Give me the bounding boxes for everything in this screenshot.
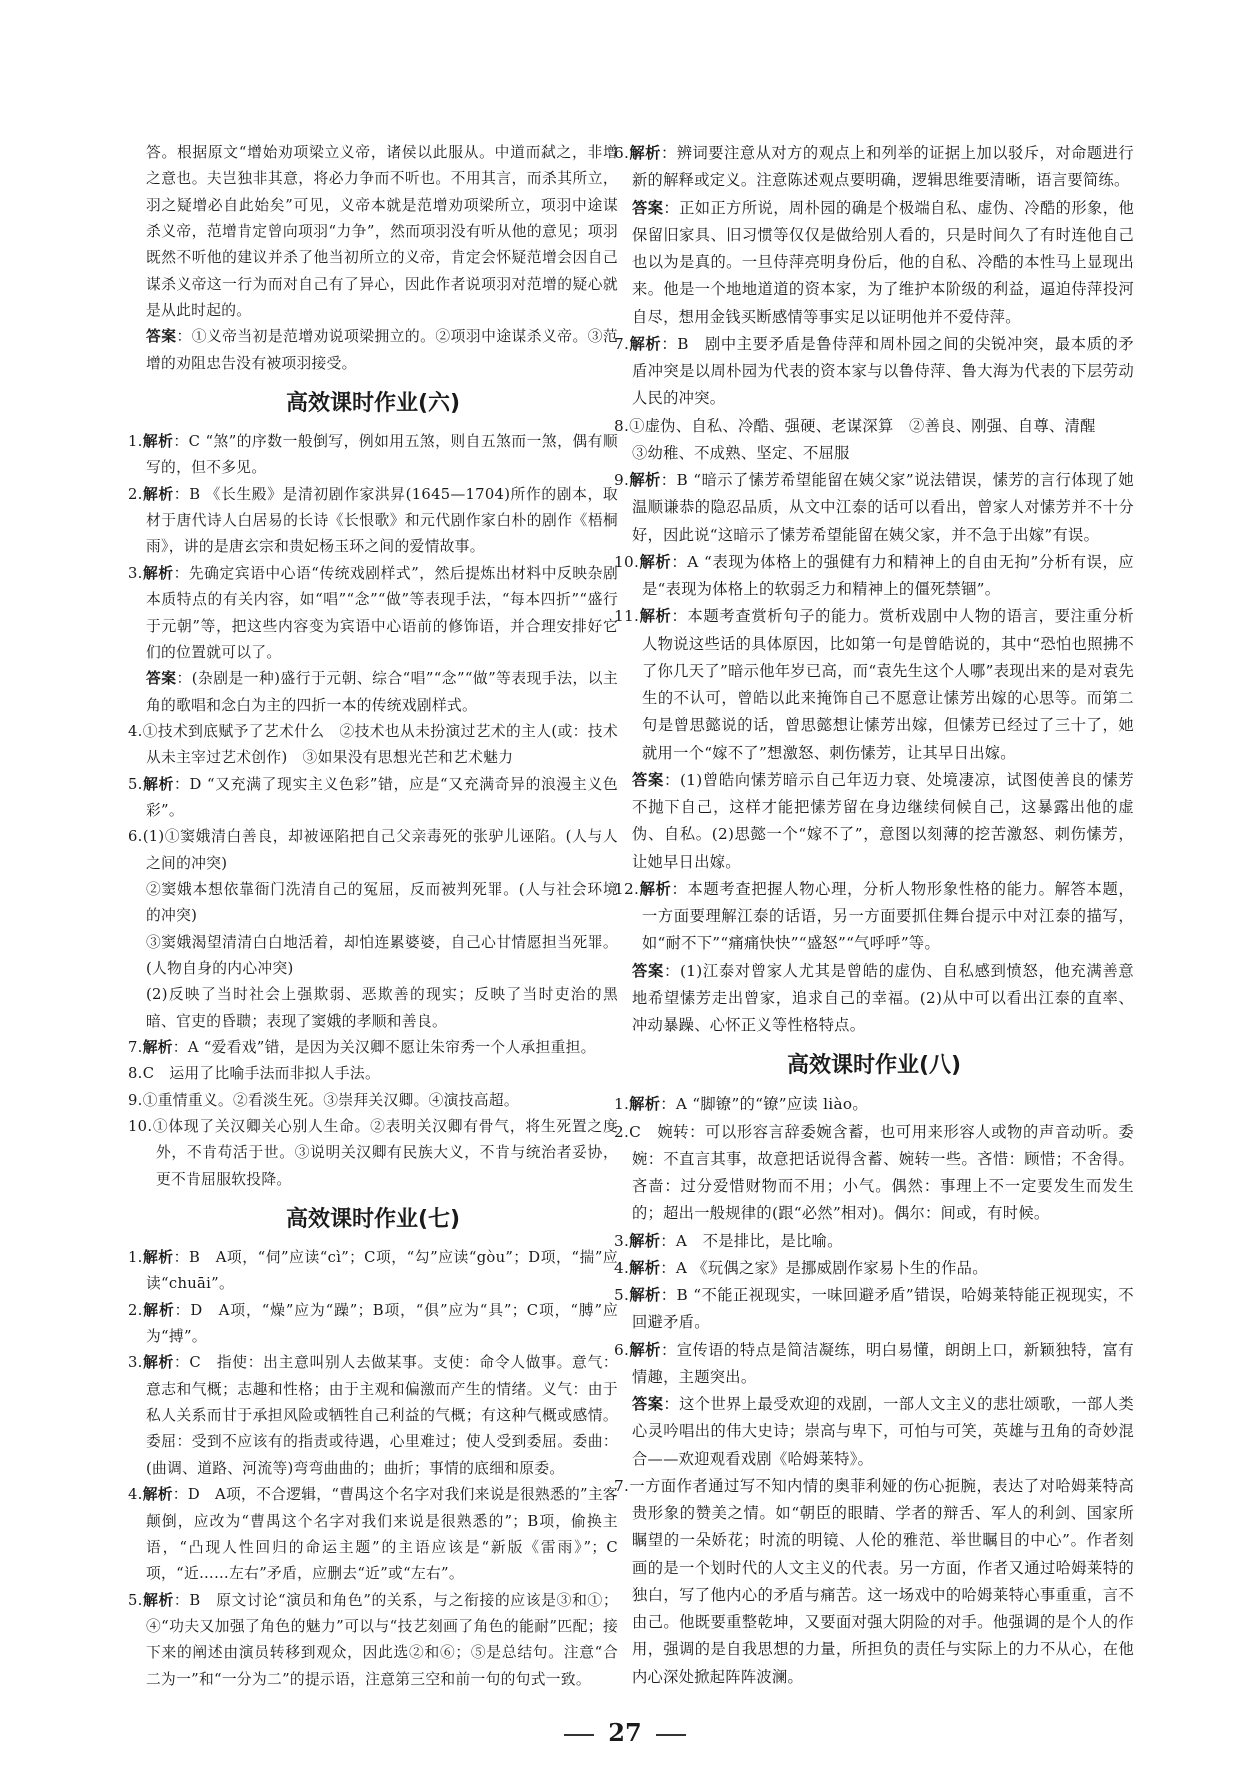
s6-q6d: (2)反映了当时社会上强欺弱、恶欺善的现实；反映了当时吏治的黑暗、官吏的昏聩；表现了窦娥的孝顺和善良。 bbox=[146, 986, 618, 1030]
section-title-6: 高效课时作业(六) bbox=[285, 391, 461, 417]
s8-q3: 3.解析：A 不是排比，是比喻。 bbox=[614, 1231, 843, 1250]
page-number-text: 27 bbox=[608, 1718, 642, 1747]
r-q8a: 8.①虚伪、自私、冷酷、强硬、老谋深算 ②善良、刚强、自尊、清醒 bbox=[614, 416, 1096, 435]
s6-q10: 10.①体现了关汉卿关心别人生命。②表明关汉卿有骨气，将生死置之度外，不肯苟活于世。③说明关汉卿有民族大义，不肯与统治者妥协，更不肯屈服软投降。 bbox=[128, 1118, 618, 1188]
s8-q4: 4.解析：A 《玩偶之家》是挪威剧作家易卜生的作品。 bbox=[614, 1258, 988, 1277]
s7-q3: 3.解析：C 指使：出主意叫别人去做某事。支使：命令人做事。意气：意志和气概；志趣和性格；由于主观和偏激而产生的情绪。义气：由于私人关系而甘于承担风险或牺牲自己利益的气概；有这种气概或感情。委屈：受到不应该有的指责或待遇，心里难过；使人受到委屈。委曲：(曲调、道路、河流等)弯弯曲曲的；曲折；事情的底细和原委。 bbox=[128, 1354, 618, 1477]
s6-q6c: ③窦娥渴望清清白白地活着，却怕连累婆婆，自己心甘情愿担当死罪。(人物自身的内心冲突) bbox=[146, 933, 618, 977]
s8-q6: 6.解析：宣传语的特点是简洁凝练，明白易懂，朗朗上口，新颖独特，富有情趣，主题突出。 bbox=[614, 1340, 1134, 1386]
r-q6: 6.解析：辨词要注意从对方的观点上和列举的证据上加以驳斥，对命题进行新的解释或定义。注意陈述观点要明确，逻辑思维要清晰，语言要简练。 bbox=[614, 144, 1134, 190]
intro-answer: 答案：①义帝当初是范增劝说项梁拥立的。②项羽中途谋杀义帝。③范增的劝阻忠告没有被项羽接受。 bbox=[146, 328, 618, 372]
s8-q1: 1.解析：A “脚镣”的“镣”应读 liào。 bbox=[614, 1095, 868, 1114]
right-column bbox=[614, 140, 1134, 1691]
s6-q4: 4.①技术到底赋予了艺术什么 ②技术也从未扮演过艺术的主人(或：技术从未主宰过艺术创作) ③如果没有思想光芒和艺术魅力 bbox=[128, 722, 618, 767]
s6-q8: 8.C 运用了比喻手法而非拟人手法。 bbox=[128, 1065, 381, 1083]
section-title-7: 高效课时作业(七) bbox=[285, 1207, 461, 1233]
r-q12-answer: 答案：(1)江泰对曾家人尤其是曾皓的虚伪、自私感到愤怒，他充满善意地希望愫芳走出曾家，追求自己的幸福。(2)从中可以看出江泰的直率、冲动暴躁、心怀正义等性格特点。 bbox=[632, 961, 1134, 1034]
s7-q1: 1.解析：B A项，“伺”应读“cì”；C项，“勾”应读“gòu”；D项，“揣”应读“chuāi”。 bbox=[128, 1249, 618, 1293]
s6-q3-answer: 答案：(杂剧是一种)盛行于元朝、综合“唱”“念”“做”等表现手法，以主角的歌唱和念白为主的四折一本的传统戏剧样式。 bbox=[146, 670, 618, 714]
s6-q2: 2.解析：B 《长生殿》是清初剧作家洪昇(1645—1704)所作的剧本，取材于唐代诗人白居易的长诗《长恨歌》和元代剧作家白朴的剧作《梧桐雨》，讲的是唐玄宗和贵妃杨玉环之间的爱情故事。 bbox=[128, 485, 618, 556]
page-number bbox=[0, 1718, 1250, 1747]
r-q8b: ③幼稚、不成熟、坚定、不屈服 bbox=[632, 443, 850, 462]
s7-q4: 4.解析：D A项，不合逻辑，“曹禺这个名字对我们来说是很熟悉的”主客颠倒，应改为“曹禺这个名字对我们来说是很熟悉的”；B项，偷换主语，“凸现人性回归的命运主题”的主语应该是“新版《雷雨》”；C项，“近……左右”矛盾，应删去“近”或“左右”。 bbox=[128, 1486, 618, 1583]
r-q11: 11.解析：本题考查赏析句子的能力。赏析戏剧中人物的语言，要注重分析人物说这些话的具体原因，比如第一句是曾皓说的，其中“恐怕也照拂不了你几天了”暗示他年岁已高，而“袁先生这个人哪”表现出来的是对袁先生的不认可，曾皓以此来掩饰自己不愿意让愫芳出嫁的心思等。而第二句是曾思懿说的话，曾思懿想让愫芳出嫁，但愫芳已经过了三十了，她就用一个“嫁不了”想激怒、刺伤愫芳，让其早日出嫁。 bbox=[614, 607, 1134, 762]
s6-q6a: 6.(1)①窦娥清白善良，却被诬陷把自己父亲毒死的张驴儿诬陷。(人与人之间的冲突) bbox=[128, 828, 618, 872]
s6-q1: 1.解析：C “煞”的序数一般倒写，例如用五煞，则自五煞而一煞，偶有顺写的，但不多见。 bbox=[128, 433, 618, 477]
r-q11-answer: 答案：(1)曾皓向愫芳暗示自己年迈力衰、处境凄凉，试图使善良的愫芳不抛下自己，这样才能把愫芳留在身边继续伺候自己，这暴露出他的虚伪、自私。(2)思懿一个“嫁不了”，意图以刻薄的挖苦激怒、刺伤愫芳，让她早日出嫁。 bbox=[632, 770, 1134, 871]
s6-q5: 5.解析：D “又充满了现实主义色彩”错，应是“又充满奇异的浪漫主义色彩”。 bbox=[128, 775, 618, 819]
r-q9: 9.解析：B “暗示了愫芳希望能留在姨父家”说法错误，愫芳的言行体现了她温顺谦恭的隐忍品质，从文中江泰的话可以看出，曾家人对愫芳并不十分好，因此说“这暗示了愫芳希望能留在姨父家，并不急于出嫁”有误。 bbox=[614, 471, 1134, 544]
s6-q6b: ②窦娥本想依靠衙门洗清自己的冤屈，反而被判死罪。(人与社会环境的冲突) bbox=[146, 880, 618, 925]
r-q6-answer: 答案：正如正方所说，周朴园的确是个极端自私、虚伪、冷酷的形象，他保留旧家具、旧习惯等仅仅是做给别人看的，只是时间久了有时连他自己也以为是真的。一旦侍萍亮明身份后，他的自私、冷酷的本性马上显现出来。他是一个地地道道的资本家，为了维护本阶级的利益，逼迫侍萍投河自尽，想用金钱买断感情等事实足以证明他并不爱侍萍。 bbox=[632, 198, 1134, 326]
r-q12: 12.解析：本题考查把握人物心理，分析人物形象性格的能力。解答本题，一方面要理解江泰的话语，另一方面要抓住舞台提示中对江泰的描写，如“耐不下”“痛痛快快”“盛怒”“气呼呼”等。 bbox=[614, 879, 1134, 953]
s7-q2: 2.解析：D A项，“燥”应为“躁”；B项，“俱”应为“具”；C项，“膊”应为“搏”。 bbox=[128, 1301, 618, 1346]
right-dash bbox=[656, 1734, 686, 1736]
s8-q6-answer: 答案：这个世界上最受欢迎的戏剧，一部人文主义的悲壮颂歌，一部人类心灵吟唱出的伟大史诗；崇高与卑下，可怕与可笑，英雄与丑角的奇妙混合——欢迎观看戏剧《哈姆莱特》。 bbox=[632, 1395, 1134, 1468]
s8-q5: 5.解析：B “不能正视现实，一味回避矛盾”错误，哈姆莱特能正视现实，不回避矛盾。 bbox=[614, 1286, 1134, 1332]
r-q7: 7.解析：B 剧中主要矛盾是鲁侍萍和周朴园之间的尖锐冲突，最本质的矛盾冲突是以周朴园为代表的资本家与以鲁侍萍、鲁大海为代表的下层劳动人民的冲突。 bbox=[614, 334, 1134, 408]
s7-q5: 5.解析：B 原文讨论“演员和角色”的关系，与之衔接的应该是③和①；④“功夫又加强了角色的魅力”可以与“技艺刻画了角色的能耐”匹配；接下来的阐述由演员转移到观众，因此选②和⑥；⑤是总结句。注意“合二为一”和“一分为二”的提示语，注意第三空和前一句的句式一致。 bbox=[128, 1591, 618, 1688]
intro-analysis: 答。根据原文“增始劝项梁立义帝，诸侯以此服从。中道而弑之，非增之意也。夫岂独非其意，将必力争而不听也。不用其言，而杀其所立，羽之疑增必自此始矣”可见，义帝本就是范增劝项梁所立，项羽中途谋杀义帝，范增肯定曾向项羽“力争”，然而项羽没有听从他的意见；项羽既然不听他的建议并杀了他当初所立的义帝，肯定会怀疑范增会因自己谋杀义帝这一行为而对自己有了异心，因此作者说项羽对范增的疑心就是从此时起的。 bbox=[146, 144, 618, 320]
s6-q7: 7.解析：A “爱看戏”错，是因为关汉卿不愿让朱帘秀一个人承担重担。 bbox=[128, 1039, 596, 1056]
s6-q3: 3.解析：先确定宾语中心语“传统戏剧样式”，然后提炼出材料中反映杂剧本质特点的有关内容，如“唱”“念”“做”等表现手法，“每本四折”“盛行于元朝”等，把这些内容变为宾语中心语前的修饰语，并合理安排好它们的位置就可以了。 bbox=[128, 564, 619, 661]
s8-q2: 2.C 婉转：可以形容言辞委婉含蓄，也可用来形容人或物的声音动听。委婉：不直言其事，故意把话说得含蓄、婉转一些。吝惜：顾惜；不舍得。吝啬：过分爱惜财物而不用；小气。偶然：事理上不一定要发生而发生的；超出一般规律的(跟“必然”相对)。偶尔：间或，有时候。 bbox=[614, 1122, 1134, 1223]
r-q10: 10.解析：A “表现为体格上的强健有力和精神上的自由无拘”分析有误，应是“表现为体格上的软弱乏力和精神上的僵死禁锢”。 bbox=[614, 552, 1134, 598]
s8-q7: 7.一方面作者通过写不知内情的奥菲利娅的伤心扼腕，表达了对哈姆莱特高贵形象的赞美之情。如“朝臣的眼睛、学者的辩舌、军人的利剑、国家所瞩望的一朵娇花；时流的明镜、人伦的雅范、举世瞩目的中心”。作者刻画的是一个划时代的人文主义的代表。另一方面，作者又通过哈姆莱特的独白，写了他内心的矛盾与痛苦。这一场戏中的哈姆莱特心事重重，言不由己。他既要重整乾坤，又要面对强大阴险的对手。他强调的是个人的作用，强调的是自我思想的力量，所担负的责任与实际上的力不从心，在他内心深处掀起阵阵波澜。 bbox=[614, 1476, 1134, 1686]
s6-q9: 9.①重情重义。②看淡生死。③崇拜关汉卿。④演技高超。 bbox=[128, 1091, 519, 1109]
left-dash bbox=[564, 1734, 594, 1736]
left-column bbox=[128, 140, 618, 1693]
section-title-8: 高效课时作业(八) bbox=[786, 1053, 962, 1079]
